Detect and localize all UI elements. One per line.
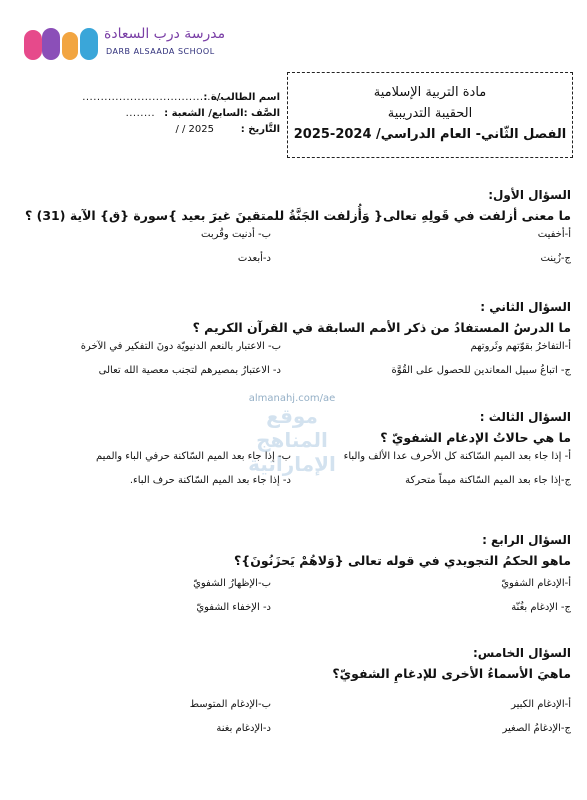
question-text: ماهو الحكمُ التجويدي في قوله تعالى {وَلاهُمْ يَحزَنُونَ}؟ <box>234 553 571 568</box>
question-heading: السؤال الأول: <box>488 188 571 202</box>
student-name-label: اسم الطالب/ة : <box>203 92 280 103</box>
student-class-row <box>40 106 280 122</box>
student-date-row <box>40 122 280 138</box>
option-c[interactable]: ج-الإدغامُ الصغير <box>502 723 571 734</box>
student-name-field[interactable]: ...................................... <box>82 92 222 103</box>
option-a[interactable]: أ-التفاخرُ بقوّتهم وثَروتهم <box>470 341 571 352</box>
option-c[interactable]: ج-زُينت <box>540 253 571 264</box>
question-heading: السؤال الثاني : <box>480 300 571 314</box>
option-b[interactable]: ب-الإدغام المتوسط <box>189 699 271 710</box>
school-name-en: DARB ALSAADA SCHOOL <box>106 47 215 56</box>
question-4 <box>15 533 571 626</box>
title-box <box>287 72 573 158</box>
option-c[interactable]: ج- الإدغام بغُنّة <box>511 602 571 613</box>
option-a[interactable]: أ-الإدغام الكبير <box>511 699 571 710</box>
question-text: ماهيَ الأسماءُ الأخرى للإدغامِ الشفويّ؟ <box>332 666 571 681</box>
student-name-row <box>40 90 280 106</box>
option-b[interactable]: ب-الإظهارُ الشفويّ <box>193 578 271 589</box>
option-a[interactable]: أ- إذا جاء بعد الميم السّاكنة كل الأحرف عدا الألف والباء <box>343 451 571 462</box>
options-list <box>15 341 571 389</box>
question-heading: السؤال الرابع : <box>482 533 571 547</box>
option-b[interactable]: ب- أدنيت وقُربت <box>201 229 271 240</box>
bag-title: الحقيبة التدريبية <box>387 106 473 121</box>
school-logo <box>22 26 226 66</box>
question-heading: السؤال الثالث : <box>479 410 571 424</box>
question-text: ما معنى أزلفت في قَولِهِ تعالى{ وَأُزلفت الجَنَّةُ للمتقينَ غيرَ بعيد }سورة {ق} الآية (31) ؟ <box>25 208 571 223</box>
question-heading: السؤال الخامس: <box>472 646 571 660</box>
option-d[interactable]: د-الإدغام بغنة <box>216 723 271 734</box>
question-text: ما الدرسُ المستفادُ من ذكر الأمم السابقة في القرآن الكريم ؟ <box>192 320 571 335</box>
option-b[interactable]: ب- إذا جاء بعد الميم السّاكنة حرفي الباء والميم <box>96 451 291 462</box>
option-a[interactable]: أ-الإدغام الشفويّ <box>501 578 571 589</box>
question-2 <box>15 300 571 389</box>
options-list <box>15 699 571 747</box>
student-class-field[interactable]: ........ <box>125 108 155 119</box>
option-d[interactable]: د-أبعدت <box>237 253 271 264</box>
options-list <box>15 578 571 626</box>
student-date-label: التَّاريخ : <box>240 124 280 135</box>
option-c[interactable]: ج- اتباعُ سبيل المعاندين للحصول على القُوَّة <box>391 365 571 376</box>
school-name-ar: مدرسة درب السعادة <box>104 26 226 42</box>
question-5 <box>15 646 571 747</box>
question-3 <box>15 410 571 499</box>
student-info <box>40 90 280 138</box>
options-list <box>15 451 571 499</box>
watermark-text: موقع المناهج الإماراتية <box>248 404 336 476</box>
logo-shapes-icon <box>22 26 100 62</box>
question-1 <box>15 188 571 277</box>
option-b[interactable]: ب- الاعتبار بالنعم الدنيويّة دونَ التفكير في الآخرة <box>80 341 281 352</box>
option-a[interactable]: أ-أخفيت <box>537 229 571 240</box>
student-date-field[interactable]: / / 2025 <box>175 124 214 135</box>
term-title: الفصل الثّاني- العام الدراسي/ 2024-2025 <box>293 127 567 142</box>
question-text: ما هي حالاتُ الإدغام الشفويّ ؟ <box>380 430 571 445</box>
option-d[interactable]: د- الاعتبارُ بمصيرهم لتجنب معصية الله تعالى <box>98 365 281 376</box>
option-c[interactable]: ج-إذا جاء بعد الميم السّاكنة ميماً متحركة <box>405 475 571 486</box>
subject-title: مادة التربية الإسلامية <box>373 85 487 100</box>
options-list <box>15 229 571 277</box>
option-d[interactable]: د- إذا جاء بعد الميم السّاكنة حرف الباء. <box>129 475 291 486</box>
option-d[interactable]: د- الإخفاء الشفويّ <box>196 602 271 613</box>
student-class-label: الصَّف :السابع/ الشعبة : <box>164 108 280 119</box>
watermark-site: almanahj.com/ae <box>248 393 336 404</box>
